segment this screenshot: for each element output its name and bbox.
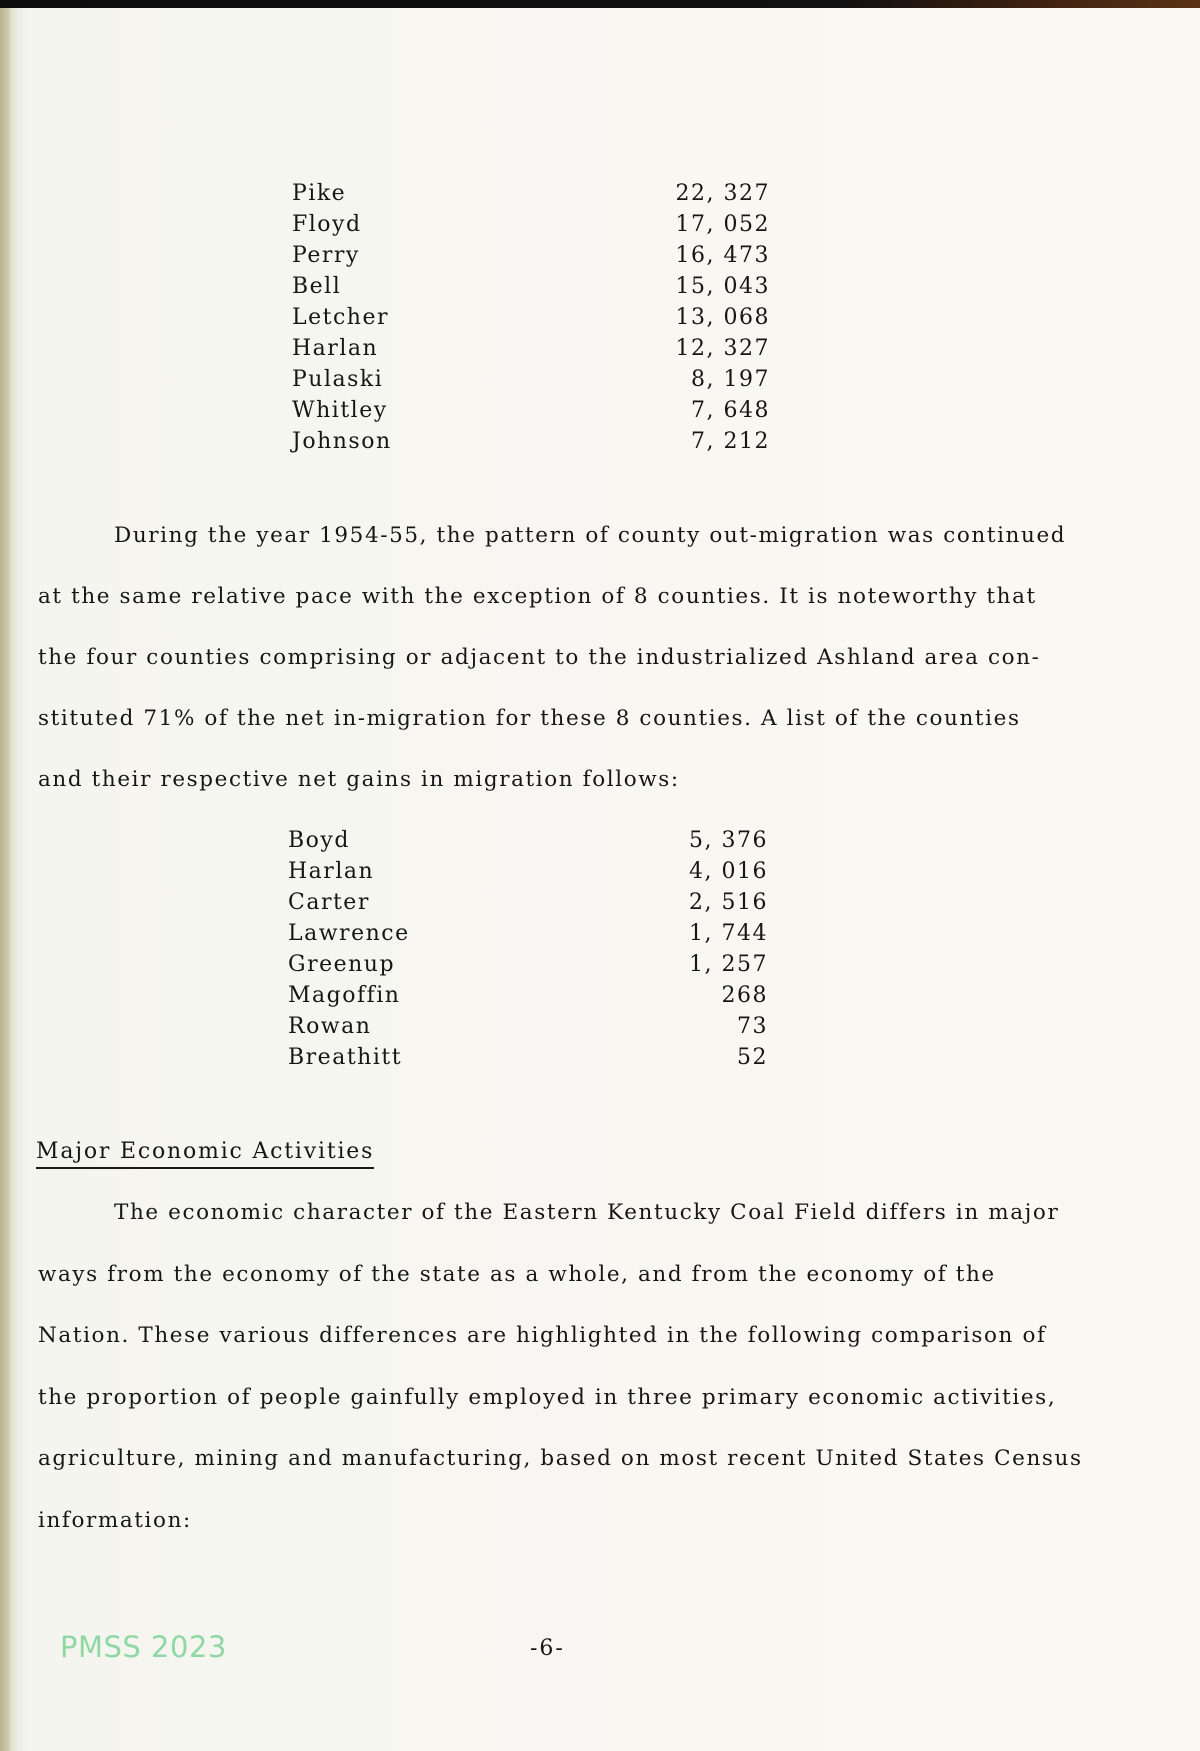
paragraph-line: the proportion of people gainfully employed in three primary economic activities, xyxy=(38,1385,1057,1410)
section-heading: Major Economic Activities xyxy=(36,1139,374,1169)
paragraph-line: at the same relative pace with the exception of 8 counties. It is noteworthy that xyxy=(38,584,1037,609)
county-name: Whitley xyxy=(292,398,388,423)
county-value: 268 xyxy=(721,983,768,1008)
scan-binding-edge xyxy=(0,8,10,1751)
county-value: 73 xyxy=(737,1014,768,1039)
county-value: 8, 197 xyxy=(691,367,770,392)
paragraph-line: The economic character of the Eastern Kentucky Coal Field differs in major xyxy=(114,1200,1060,1225)
county-name: Carter xyxy=(288,890,370,915)
scan-top-edge xyxy=(0,0,1200,8)
county-name: Pulaski xyxy=(292,367,384,392)
paragraph-line: agriculture, mining and manufacturing, based on most recent United States Census xyxy=(38,1446,1083,1471)
county-name: Bell xyxy=(292,274,342,299)
county-name: Lawrence xyxy=(288,921,410,946)
county-name: Harlan xyxy=(288,859,375,884)
paragraph-line: stituted 71% of the net in-migration for these 8 counties. A list of the counties xyxy=(38,706,1021,731)
county-value: 1, 744 xyxy=(689,921,768,946)
county-value: 7, 212 xyxy=(691,429,770,454)
page-number: -6- xyxy=(530,1636,565,1661)
county-name: Johnson xyxy=(292,429,392,454)
county-name: Greenup xyxy=(288,952,396,977)
county-value: 1, 257 xyxy=(689,952,768,977)
county-name: Magoffin xyxy=(288,983,401,1008)
county-value: 15, 043 xyxy=(675,274,770,299)
paragraph-line: ways from the economy of the state as a whole, and from the economy of the xyxy=(38,1262,996,1287)
county-value: 13, 068 xyxy=(675,305,770,330)
county-name: Harlan xyxy=(292,336,379,361)
county-value: 16, 473 xyxy=(675,243,770,268)
county-name: Pike xyxy=(292,181,347,206)
county-name: Perry xyxy=(292,243,360,268)
county-value: 52 xyxy=(737,1045,768,1070)
county-name: Floyd xyxy=(292,212,362,237)
county-name: Boyd xyxy=(288,828,350,853)
paragraph-line: information: xyxy=(38,1508,192,1533)
watermark: PMSS 2023 xyxy=(60,1630,227,1664)
county-value: 5, 376 xyxy=(689,828,768,853)
paragraph-line: the four counties comprising or adjacent to the industrialized Ashland area con- xyxy=(38,645,1041,670)
county-value: 22, 327 xyxy=(675,181,770,206)
paragraph-line: During the year 1954-55, the pattern of county out-migration was continued xyxy=(114,523,1067,548)
county-name: Rowan xyxy=(288,1014,372,1039)
county-name: Breathitt xyxy=(288,1045,403,1070)
document-page xyxy=(0,8,1200,1751)
paragraph-line: and their respective net gains in migration follows: xyxy=(38,767,680,792)
county-value: 7, 648 xyxy=(691,398,770,423)
county-value: 2, 516 xyxy=(689,890,768,915)
paragraph-line: Nation. These various differences are highlighted in the following comparison of xyxy=(38,1323,1047,1348)
county-value: 12, 327 xyxy=(675,336,770,361)
county-value: 17, 052 xyxy=(675,212,770,237)
county-name: Letcher xyxy=(292,305,389,330)
county-value: 4, 016 xyxy=(689,859,768,884)
